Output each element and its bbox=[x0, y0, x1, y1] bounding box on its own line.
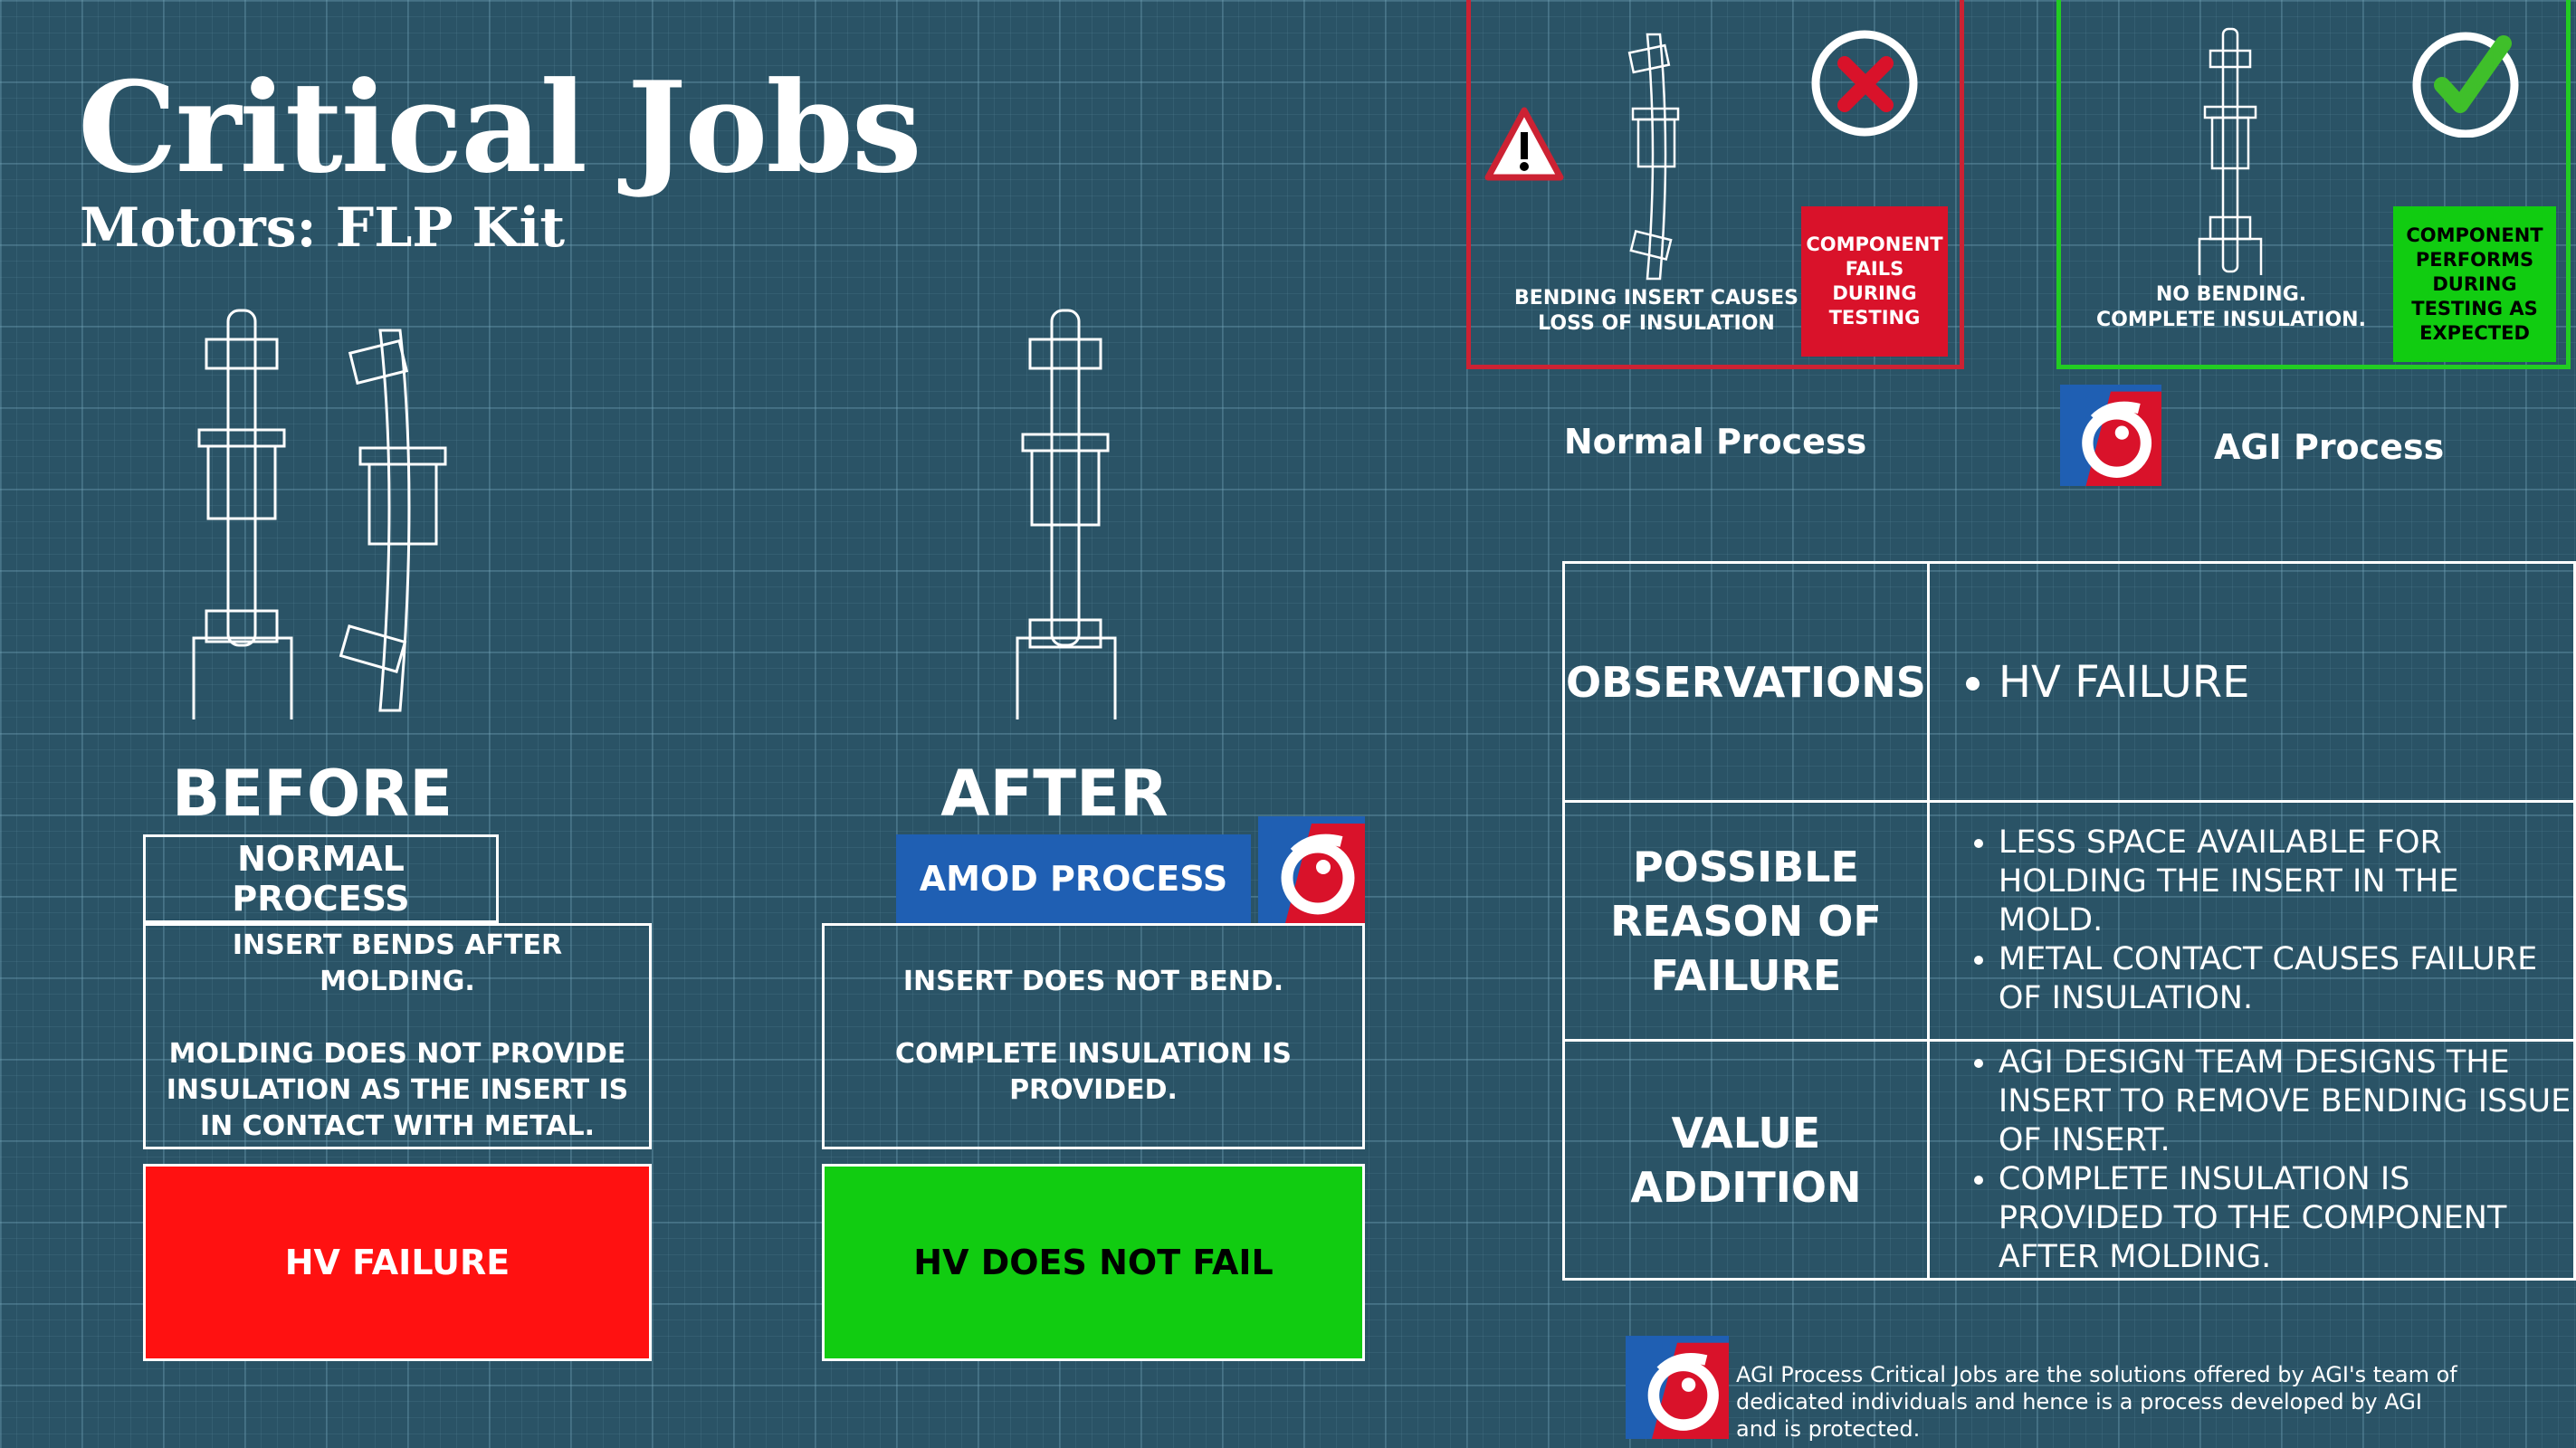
before-result-text: HV FAILURE bbox=[284, 1243, 510, 1282]
straight-insert-drawing bbox=[181, 303, 308, 719]
before-heading: BEFORE bbox=[171, 757, 453, 831]
after-description: INSERT DOES NOT BEND. COMPLETE INSULATION IS PROVIDED. bbox=[822, 923, 1365, 1149]
table-row bbox=[1564, 802, 2575, 1041]
page-title: Critical Jobs bbox=[78, 53, 921, 201]
row-heading: POSSIBLE REASON OF FAILURE bbox=[1564, 802, 1929, 1041]
agi-logo-footer bbox=[1626, 1336, 1729, 1439]
after-result-box bbox=[822, 1164, 1365, 1361]
row-heading: VALUE ADDITION bbox=[1564, 1041, 1929, 1280]
bent-insert-drawing bbox=[335, 312, 462, 729]
normal-process-heading: Normal Process bbox=[1563, 422, 1867, 462]
after-heading: AFTER bbox=[940, 757, 1169, 831]
warning-icon bbox=[1484, 107, 1564, 183]
straight-insert-drawing-after bbox=[1005, 303, 1131, 719]
list-item: • METAL CONTACT CAUSES FAILURE OF INSULATION. bbox=[1999, 940, 2572, 1018]
list-item: • HV FAILURE bbox=[1999, 657, 2572, 708]
amod-process-text: AMOD PROCESS bbox=[919, 859, 1228, 899]
row-heading: OBSERVATIONS bbox=[1564, 563, 1929, 802]
list-item: • COMPLETE INSULATION IS PROVIDED TO THE COMPONENT AFTER MOLDING. bbox=[1999, 1160, 2572, 1277]
agi-process-heading: AGI Process bbox=[2214, 427, 2445, 467]
list-item: • LESS SPACE AVAILABLE FOR HOLDING THE INSERT IN THE MOLD. bbox=[1999, 824, 2572, 940]
table-row bbox=[1564, 563, 2575, 802]
agi-status-box: COMPONENT PERFORMS DURING TESTING AS EXPECTED bbox=[2393, 206, 2556, 362]
agi-panel-caption: NO BENDING. COMPLETE INSULATION. bbox=[2096, 283, 2366, 331]
footer-disclaimer: AGI Process Critical Jobs are the solutions offered by AGI's team of dedicated individuals and hence is a process developed by AGI and is protected. bbox=[1736, 1362, 2457, 1442]
list-item: • AGI DESIGN TEAM DESIGNS THE INSERT TO REMOVE BENDING ISSUE OF INSERT. bbox=[1999, 1043, 2572, 1160]
normal-panel-caption: BENDING INSERT CAUSES LOSS OF INSULATION bbox=[1514, 287, 1798, 335]
agi-logo bbox=[2060, 385, 2161, 486]
bent-insert-small-drawing bbox=[1620, 25, 1693, 288]
row-content bbox=[1928, 1041, 2574, 1280]
table-row bbox=[1564, 1041, 2575, 1280]
normal-process-label bbox=[143, 834, 499, 923]
normal-status-box: COMPONENT FAILS DURING TESTING bbox=[1801, 206, 1948, 357]
amod-process-label bbox=[896, 834, 1251, 923]
check-icon bbox=[2409, 25, 2522, 138]
agi-logo bbox=[1258, 816, 1365, 923]
row-content bbox=[1928, 802, 2574, 1041]
row-content bbox=[1928, 563, 2574, 802]
cross-icon bbox=[1808, 27, 1921, 139]
before-result-box bbox=[143, 1164, 652, 1361]
observations-table bbox=[1562, 561, 2576, 1281]
after-result-text: HV DOES NOT FAIL bbox=[913, 1243, 1274, 1282]
normal-process-text: NORMAL PROCESS bbox=[232, 839, 410, 919]
page-subtitle: Motors: FLP Kit bbox=[80, 196, 566, 260]
straight-insert-small-drawing bbox=[2194, 25, 2266, 288]
before-description: INSERT BENDS AFTER MOLDING. MOLDING DOES NOT PROVIDE INSULATION AS THE INSERT IS IN CONTACT WITH METAL. bbox=[143, 923, 652, 1149]
